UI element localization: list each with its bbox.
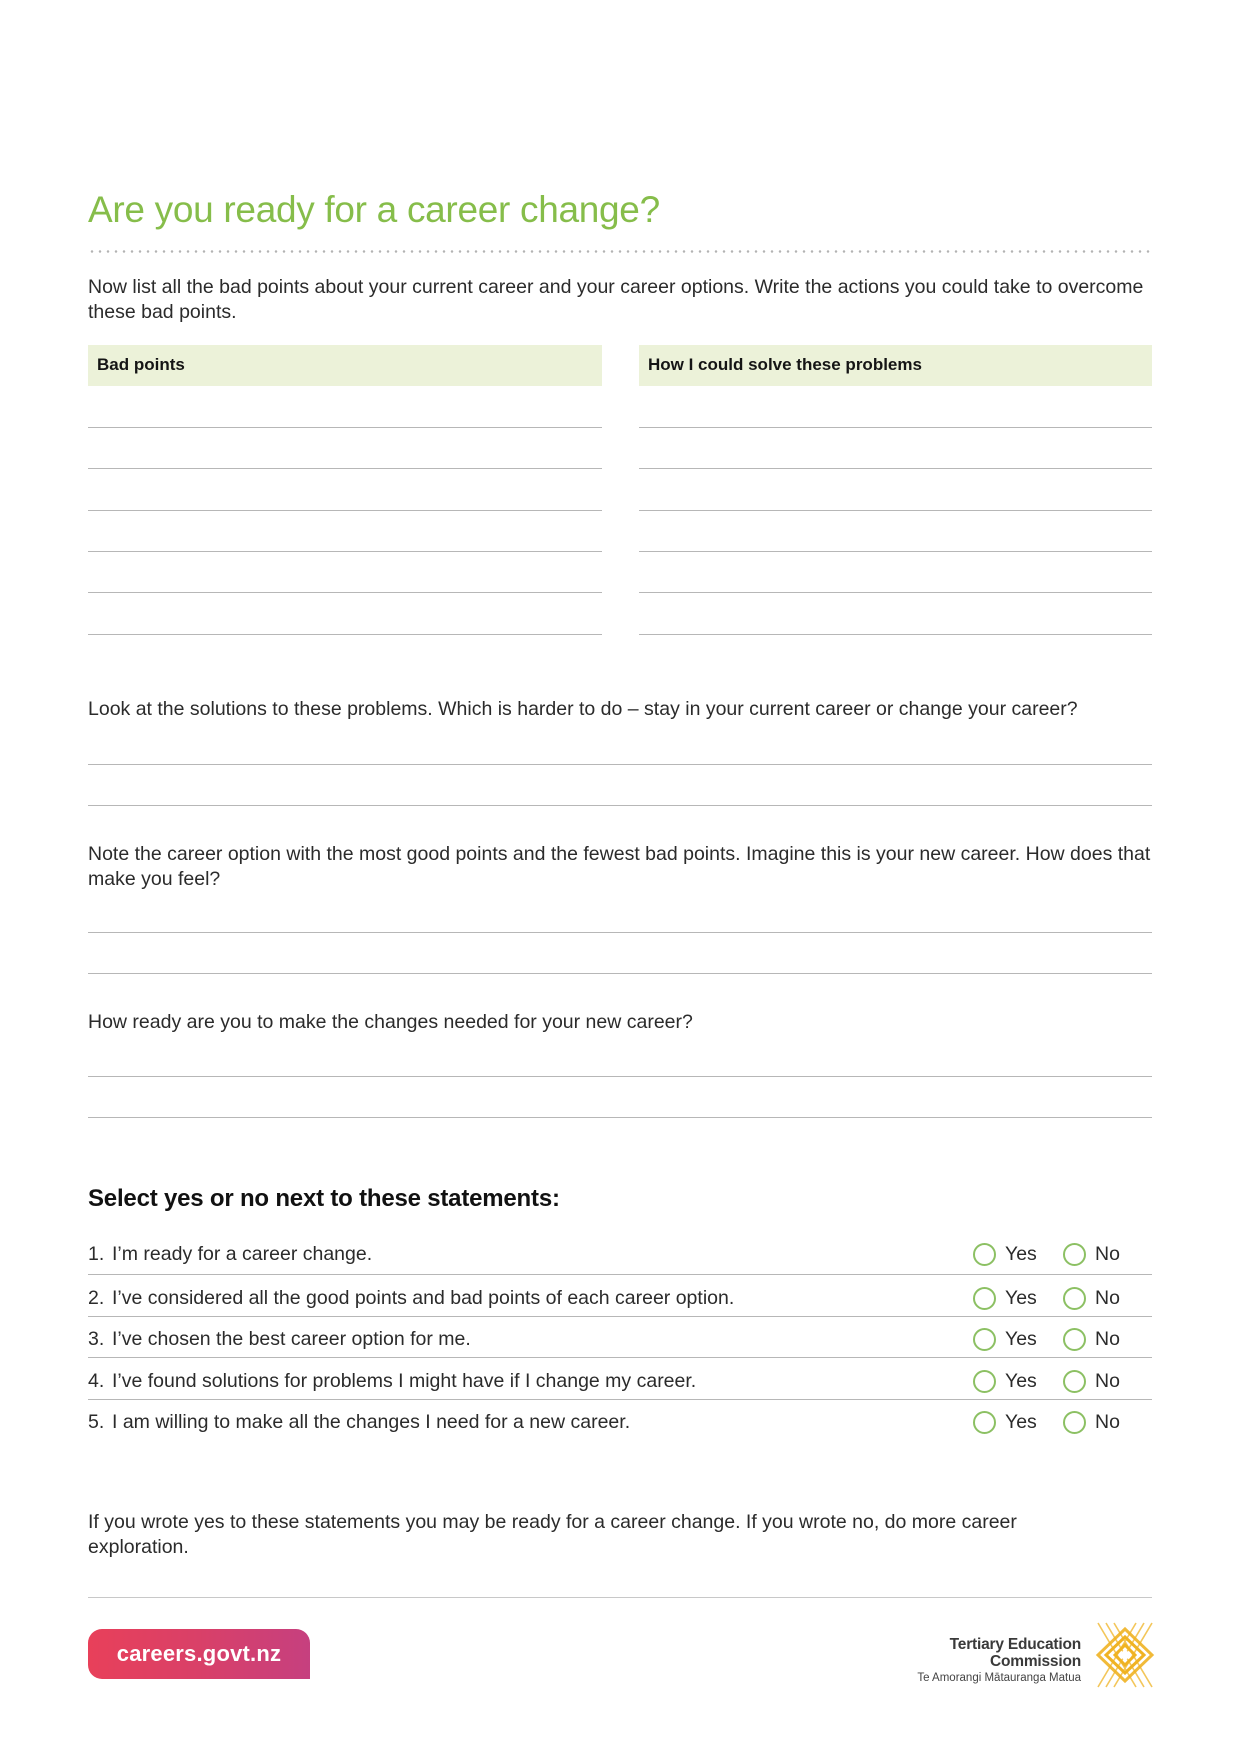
solutions-header-label: How I could solve these problems bbox=[648, 355, 922, 374]
statement-4-no-radio[interactable] bbox=[1063, 1369, 1120, 1393]
statement-divider bbox=[88, 1357, 1152, 1358]
question-ready-answer-line-2[interactable] bbox=[88, 1117, 1152, 1118]
statement-2-yes-radio[interactable] bbox=[973, 1286, 1037, 1310]
statement-number: 2. bbox=[88, 1287, 105, 1309]
radio-circle-icon[interactable] bbox=[973, 1328, 996, 1351]
statement-3-no-radio[interactable] bbox=[1063, 1327, 1120, 1351]
radio-circle-icon[interactable] bbox=[973, 1287, 996, 1310]
dotted-divider bbox=[88, 250, 1154, 253]
statement-2-no-radio[interactable] bbox=[1063, 1286, 1120, 1310]
tec-logo-text bbox=[917, 1636, 1081, 1686]
statement-row-5 bbox=[88, 1407, 1152, 1437]
question-harder-answer-line-2[interactable] bbox=[88, 805, 1152, 806]
statements-heading: Select yes or no next to these statements: bbox=[88, 1185, 560, 1212]
statement-text: I’ve considered all the good points and bad points of each career option. bbox=[112, 1287, 735, 1309]
statement-text: I’ve chosen the best career option for me. bbox=[112, 1328, 471, 1350]
statement-text: I’m ready for a career change. bbox=[112, 1243, 373, 1265]
tec-name-line1: Tertiary Education bbox=[949, 1636, 1081, 1653]
statement-row-4 bbox=[88, 1366, 1152, 1396]
radio-circle-icon[interactable] bbox=[1063, 1411, 1086, 1434]
bad-points-line-6[interactable] bbox=[88, 634, 602, 635]
bad-points-line-4[interactable] bbox=[88, 551, 602, 552]
careers-website-badge[interactable] bbox=[88, 1629, 310, 1679]
radio-circle-icon[interactable] bbox=[1063, 1243, 1086, 1266]
bad-points-line-1[interactable] bbox=[88, 427, 602, 428]
statement-divider bbox=[88, 1316, 1152, 1317]
statement-1-no-radio[interactable] bbox=[1063, 1242, 1120, 1266]
statement-divider bbox=[88, 1399, 1152, 1400]
statement-4-yes-radio[interactable] bbox=[973, 1369, 1037, 1393]
tec-maori-name: Te Amorangi Mātauranga Matua bbox=[917, 1672, 1081, 1684]
statement-number: 5. bbox=[88, 1411, 105, 1433]
solutions-line-3[interactable] bbox=[639, 510, 1152, 511]
radio-circle-icon[interactable] bbox=[973, 1243, 996, 1266]
radio-circle-icon[interactable] bbox=[973, 1411, 996, 1434]
question-feel-answer-line-1[interactable] bbox=[88, 932, 1152, 933]
yes-label: Yes bbox=[1005, 1411, 1037, 1433]
statement-text: I’ve found solutions for problems I might have if I change my career. bbox=[112, 1370, 697, 1392]
statement-row-2 bbox=[88, 1283, 1152, 1313]
radio-circle-icon[interactable] bbox=[973, 1370, 996, 1393]
statement-text: I am willing to make all the changes I need for a new career. bbox=[112, 1411, 631, 1433]
bad-points-line-2[interactable] bbox=[88, 468, 602, 469]
statement-number: 4. bbox=[88, 1370, 105, 1392]
no-label: No bbox=[1095, 1328, 1120, 1350]
solutions-line-4[interactable] bbox=[639, 551, 1152, 552]
question-feel: Note the career option with the most good points and the fewest bad points. Imagine this is your new career. How does that make you feel? bbox=[88, 843, 1151, 890]
yes-label: Yes bbox=[1005, 1243, 1037, 1265]
statement-number: 1. bbox=[88, 1243, 105, 1265]
question-feel-answer-line-2[interactable] bbox=[88, 973, 1152, 974]
careers-website-label: careers.govt.nz bbox=[116, 1641, 282, 1666]
question-ready: How ready are you to make the changes needed for your new career? bbox=[88, 1011, 693, 1033]
page-title: Are you ready for a career change? bbox=[88, 189, 660, 230]
bad-points-header bbox=[88, 345, 602, 386]
radio-circle-icon[interactable] bbox=[1063, 1287, 1086, 1310]
solutions-line-2[interactable] bbox=[639, 468, 1152, 469]
yes-label: Yes bbox=[1005, 1287, 1037, 1309]
radio-circle-icon[interactable] bbox=[1063, 1370, 1086, 1393]
bad-points-line-5[interactable] bbox=[88, 592, 602, 593]
tec-name-line2: Commission bbox=[989, 1653, 1081, 1670]
statement-3-yes-radio[interactable] bbox=[973, 1327, 1037, 1351]
no-label: No bbox=[1095, 1370, 1120, 1392]
no-label: No bbox=[1095, 1411, 1120, 1433]
statement-number: 3. bbox=[88, 1328, 105, 1350]
no-label: No bbox=[1095, 1287, 1120, 1309]
question-ready-answer-line-1[interactable] bbox=[88, 1076, 1152, 1077]
no-label: No bbox=[1095, 1243, 1120, 1265]
yes-label: Yes bbox=[1005, 1370, 1037, 1392]
intro-text: Now list all the bad points about your current career and your career options. Write the actions you could take to overcome these bad points. bbox=[88, 276, 1144, 323]
statement-divider bbox=[88, 1274, 1152, 1275]
statement-1-yes-radio[interactable] bbox=[973, 1242, 1037, 1266]
statement-5-yes-radio[interactable] bbox=[973, 1410, 1037, 1434]
statement-row-1 bbox=[88, 1239, 1152, 1269]
solutions-line-6[interactable] bbox=[639, 634, 1152, 635]
closing-text: If you wrote yes to these statements you may be ready for a career change. If you wrote no, do more career exploration. bbox=[88, 1511, 1017, 1558]
statement-5-no-radio[interactable] bbox=[1063, 1410, 1120, 1434]
tec-logo-icon bbox=[1092, 1621, 1158, 1689]
question-harder: Look at the solutions to these problems. Which is harder to do – stay in your current career or change your career? bbox=[88, 698, 1078, 720]
footer-divider bbox=[88, 1597, 1152, 1598]
statement-row-3 bbox=[88, 1324, 1152, 1354]
solutions-line-5[interactable] bbox=[639, 592, 1152, 593]
solutions-header bbox=[639, 345, 1152, 386]
solutions-line-1[interactable] bbox=[639, 427, 1152, 428]
bad-points-header-label: Bad points bbox=[97, 355, 185, 374]
yes-label: Yes bbox=[1005, 1328, 1037, 1350]
question-harder-answer-line-1[interactable] bbox=[88, 764, 1152, 765]
radio-circle-icon[interactable] bbox=[1063, 1328, 1086, 1351]
bad-points-line-3[interactable] bbox=[88, 510, 602, 511]
